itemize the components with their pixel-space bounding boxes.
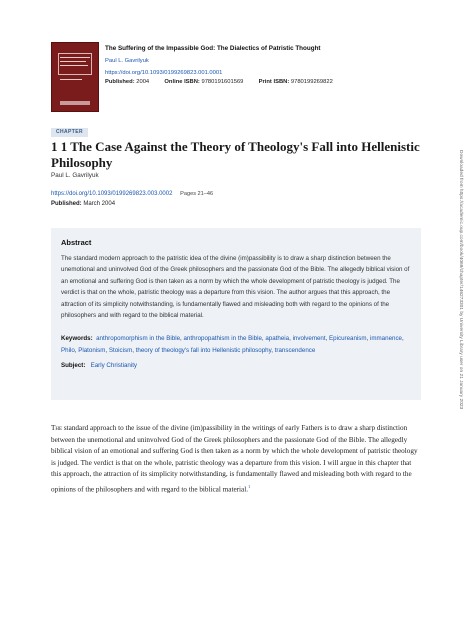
keywords-row — [61, 333, 411, 356]
chapter-pages: Pages 21–46 — [180, 191, 214, 197]
keyword-link[interactable]: transcendence — [274, 346, 316, 354]
keyword-link[interactable]: apatheia — [265, 335, 290, 343]
abstract-heading: Abstract — [61, 238, 92, 247]
cover-text-line — [60, 65, 88, 66]
book-publication-info — [105, 78, 405, 86]
keyword-link[interactable]: involvement — [292, 335, 326, 343]
keyword-link[interactable]: theory of theology's fall into Hellenistic philosophy — [135, 346, 272, 354]
print-isbn-label: Print ISBN: — [258, 79, 290, 85]
subject-link[interactable]: Early Christianity — [90, 362, 138, 370]
keyword-link[interactable]: Philo — [61, 346, 75, 354]
keyword-link[interactable]: anthropopathism in the Bible — [183, 335, 262, 343]
download-watermark — [455, 150, 465, 470]
cover-text-line — [60, 79, 82, 80]
chapter-title: 1 1 The Case Against the Theory of Theology's Fall into Hellenistic Philosophy — [51, 139, 420, 170]
print-isbn-value: 9780199269822 — [290, 79, 333, 85]
cover-text-line — [60, 57, 90, 58]
book-doi-link[interactable]: https://doi.org/10.1093/0199269823.001.0001 — [105, 70, 223, 76]
book-cover-image[interactable] — [51, 42, 99, 112]
book-published-label: Published: — [105, 79, 135, 85]
cover-publisher-mark — [60, 101, 90, 105]
online-isbn-value: 9780191601569 — [201, 79, 244, 85]
subject-label: Subject: — [61, 362, 86, 370]
body-first-word: The — [51, 424, 63, 432]
keyword-link-list: anthropomorphism in the Bible, anthropopathism in the Bible, apatheia, involvement, Epicureanism, immanence, Philo, Platonism, Stoicism, theory of theology's fall into Hellenistic philosophy, transcendence — [61, 335, 404, 354]
book-header — [51, 42, 411, 112]
chapter-doi-row — [51, 191, 213, 197]
chapter-published-value: March 2004 — [83, 201, 116, 207]
chapter-body-paragraph — [51, 423, 423, 496]
chapter-badge: CHAPTER — [51, 128, 88, 137]
chapter-published-label: Published: — [51, 201, 82, 207]
book-published-value: 2004 — [136, 79, 150, 85]
book-metadata — [105, 45, 405, 86]
download-watermark-text: Downloaded from https://academic.oup.com/book/4069/chapter/146273301 by University Library user on 21 January 2023 — [458, 150, 463, 410]
chapter-doi-link[interactable]: https://doi.org/10.1093/0199269823.003.0002 — [51, 191, 173, 197]
chapter-author[interactable]: Paul L. Gavrilyuk — [51, 172, 99, 179]
online-isbn-label: Online ISBN: — [164, 79, 200, 85]
chapter-published — [51, 201, 115, 207]
keyword-link[interactable]: Epicureanism — [329, 335, 367, 343]
body-text: standard approach to the issue of the divine (im)passibility in the writings of early Fathers is to draw a sharp distinction between the unemotional and uninvolved God of the Greek philosophers and the passionate God of the Bible. The allegedly biblical vision of an emotional and suffering God is then taken as a norm by which the whole development of patristic theology is judged. The verdict is that on the whole, patristic theology was a departure from this vision. I will argue in this chapter that this approach, the attraction of its simplicity notwithstanding, is fundamentally flawed and misleading both with regard to the opinions of the philosophers and with regard to the biblical material. — [51, 424, 418, 494]
abstract-panel — [51, 228, 421, 400]
book-title[interactable]: The Suffering of the Impassible God: The Dialectics of Patristic Thought — [105, 45, 321, 52]
keyword-link[interactable]: anthropomorphism in the Bible — [96, 335, 181, 343]
book-author-link[interactable]: Paul L. Gavrilyuk — [105, 58, 149, 64]
cover-text-line — [60, 61, 86, 62]
footnote-marker-link[interactable]: 1 — [248, 483, 251, 489]
abstract-text: The standard modern approach to the patristic idea of the divine (im)passibility is to draw a sharp distinction between the unemotional and uninvolved God of the Greek philosophers and the passionate God of the Bible. The allegedly biblical vision of an emotional and suffering God is then taken as a norm by which the whole development of patristic theology is judged. The verdict is that on the whole, patristic theology was a departure from this vision. The author argues that this approach, the attraction of its simplicity notwithstanding, is fundamentally flawed and misleading both with regard to the opinions of the philosophers and with regard to the biblical material. — [61, 255, 410, 320]
keyword-link[interactable]: immanence — [370, 335, 402, 343]
keyword-link[interactable]: Stoicism — [108, 346, 133, 354]
keywords-label: Keywords: — [61, 335, 93, 343]
keyword-link[interactable]: Platonism — [78, 346, 106, 354]
subject-row — [61, 360, 411, 371]
